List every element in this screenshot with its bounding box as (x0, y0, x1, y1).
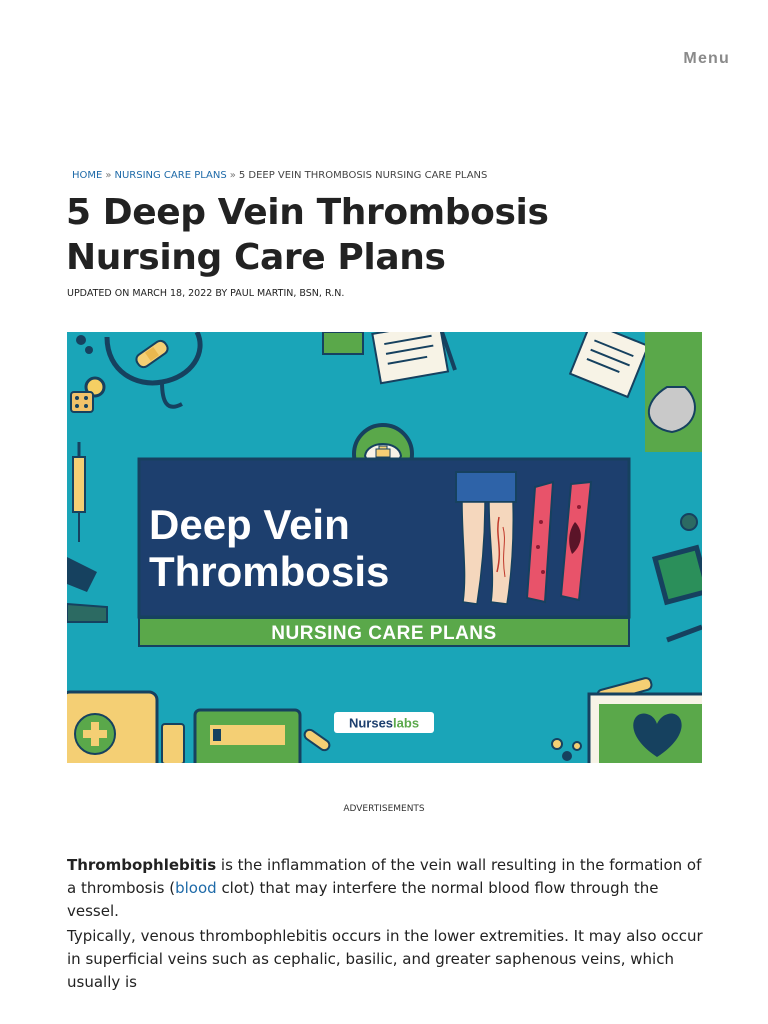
monitor-icon (195, 710, 300, 763)
page-title: 5 Deep Vein Thrombosis Nursing Care Plans (66, 192, 549, 278)
medical-box-icon (323, 332, 363, 354)
menu-button[interactable]: Menu (683, 50, 730, 67)
featured-image (67, 332, 702, 763)
breadcrumb-home-link[interactable]: HOME (72, 170, 103, 181)
author-link[interactable]: PAUL MARTIN, BSN, R.N. (230, 288, 345, 299)
hero-title-line2: Thrombosis (149, 548, 390, 595)
body-paragraph: Typically, venous thrombophlebitis occurs in the lower extremities. It may also occur in superficial veins such as cephalic, basilic, and greater saphenous veins, which usually is (67, 927, 703, 991)
paragraph-text: is the inflammation of the vein wall resulting in the formation of a thrombosis ( (67, 856, 702, 897)
advertisements-label: ADVERTISEMENTS (343, 804, 425, 814)
banner-text: NURSING CARE PLANS (271, 623, 497, 644)
breadcrumb-current: 5 DEEP VEIN THROMBOSIS NURSING CARE PLANS (238, 170, 488, 181)
breadcrumb (72, 170, 487, 181)
nurseslabs-logo (334, 712, 434, 733)
svg-text:Nurseslabs: Nurseslabs (348, 715, 420, 731)
breadcrumb-separator: » (105, 170, 112, 181)
byline (67, 288, 344, 299)
featured-illustration (67, 332, 702, 763)
by-label: BY (215, 288, 228, 299)
updated-label: UPDATED ON (67, 288, 130, 299)
hero-title-line1: Deep Vein (149, 501, 350, 548)
intro-paragraph (67, 854, 707, 923)
breadcrumb-nursing-care-plans-link[interactable]: NURSING CARE PLANS (114, 170, 227, 181)
breadcrumb-separator: » (229, 170, 236, 181)
updated-date: MARCH 18, 2022 (132, 288, 213, 299)
paragraph-text: clot) that may interfere the normal blood flow through the vessel. (67, 879, 659, 920)
pill-bottle-icon (162, 724, 184, 763)
term-thrombophlebitis: Thrombophlebitis (67, 856, 217, 874)
blood-link[interactable]: blood (175, 879, 217, 897)
first-aid-kit-icon (67, 692, 157, 763)
heart-icon (589, 694, 702, 763)
